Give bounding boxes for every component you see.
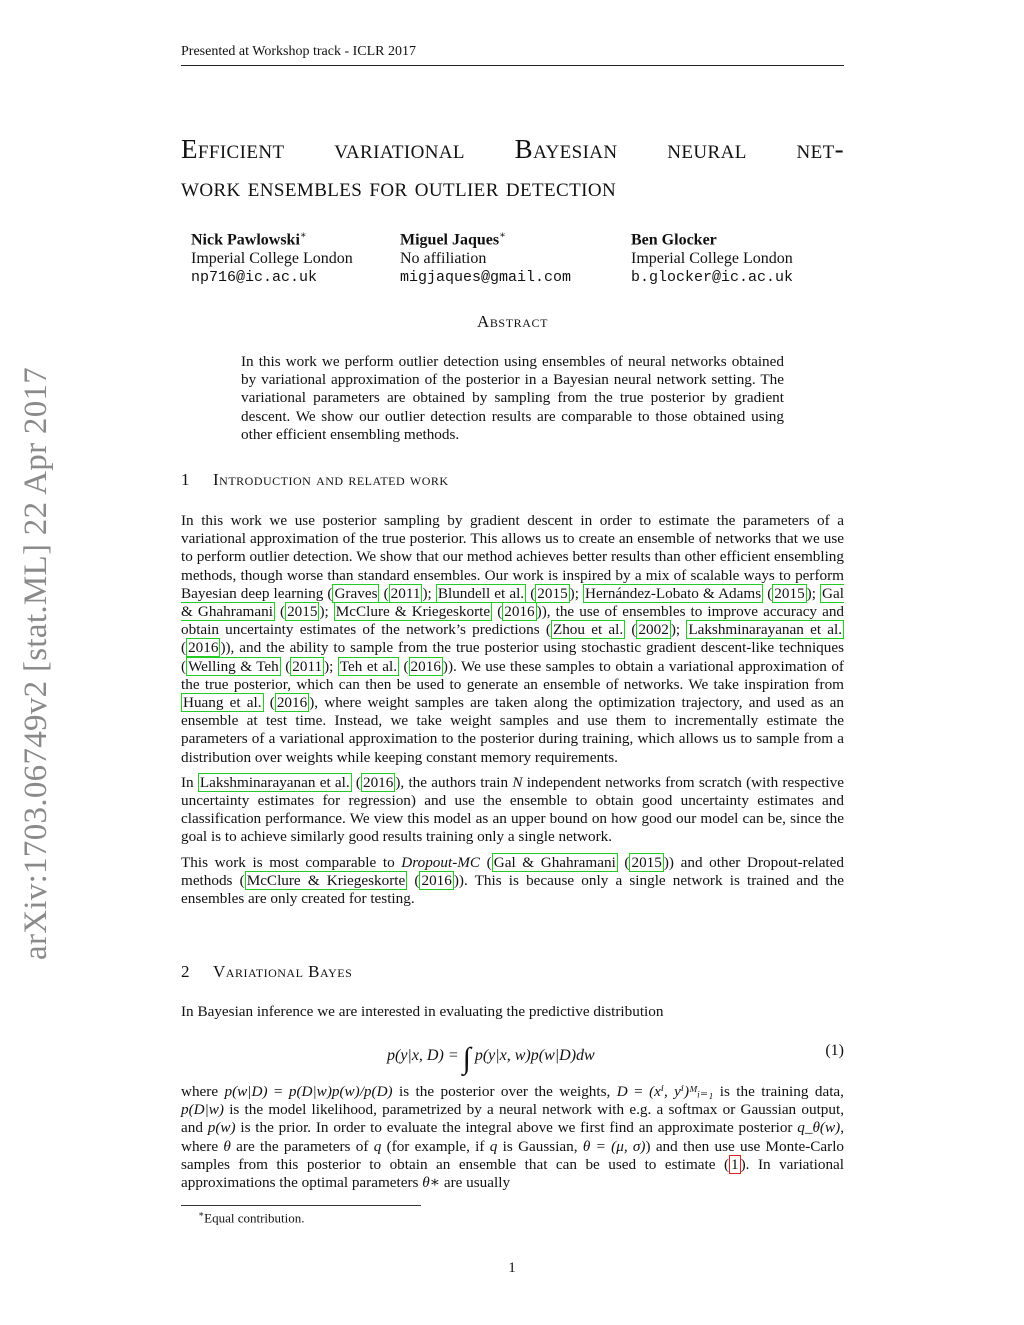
author-1 — [191, 226, 353, 287]
citation-link[interactable]: Hernández-Lobato & Adams — [585, 584, 762, 602]
arxiv-identifier: arXiv:1703.06749v2 [stat.ML] 22 Apr 2017 — [18, 366, 54, 960]
footnote-rule — [181, 1205, 421, 1206]
text: is Gaussian, — [497, 1137, 583, 1155]
equation-1 — [181, 1038, 844, 1075]
author-affiliation: Imperial College London — [631, 250, 793, 268]
author-2 — [400, 226, 571, 287]
author-3 — [631, 226, 793, 287]
math: θ = (μ, σ) — [582, 1137, 646, 1155]
citation-link[interactable]: Lakshminarayanan et al. — [688, 621, 843, 639]
section-number: 2 — [181, 962, 190, 981]
citation-link[interactable]: Teh et al. — [339, 657, 398, 675]
citation-year-link[interactable]: 2016 — [362, 773, 394, 791]
citation-year-link[interactable]: 2015 — [287, 603, 318, 621]
abstract-heading: Abstract — [476, 312, 549, 331]
text: ) and other Dropout-related methods ( — [181, 853, 844, 889]
section-title: Variational Bayes — [213, 962, 353, 981]
text: ; — [324, 603, 334, 621]
text: , where — [181, 1119, 844, 1155]
math: θ∗ — [422, 1174, 441, 1192]
text: independent networks from scratch (with respective uncertainty estimates for regression) and use the ensemble to obtain good uncertainty estimates and classification performance. We view this model as an upper bound on how good our model can be, since the goal is to achieve similarly good results training only a single network. — [181, 773, 844, 846]
workshop-header: Presented at Workshop track - ICLR 2017 — [181, 44, 417, 59]
title-line-2: work ensembles for outlier detection — [181, 172, 617, 202]
citation-year-link[interactable]: 2016 — [410, 657, 441, 675]
author-mark: ∗ — [299, 230, 307, 241]
footnote-mark: ∗ — [198, 1209, 205, 1219]
text: ; — [811, 584, 821, 602]
text: are the parameters of — [230, 1137, 374, 1155]
text: ( — [480, 853, 492, 871]
section-2-paragraph — [181, 1083, 844, 1192]
math: θ — [223, 1137, 231, 1155]
author-name: Ben Glocker — [631, 231, 717, 249]
math: p(w|D) — [224, 1083, 268, 1100]
abstract-text: In this work we perform outlier detection using ensembles of neural networks obtained by variational approximation of the posterior in a Bayesian neural network setting. The variational parameters are obtained by sampling from the true posterior by gradient descent. We show our outlier detection results are comparable to those obtained using other efficient ensembling methods. — [241, 353, 784, 443]
citation-year-link[interactable]: 2016 — [276, 694, 308, 712]
citation-link[interactable]: Lakshminarayanan et al. — [199, 773, 350, 791]
section-1-body — [181, 512, 844, 915]
citation-year-link[interactable]: 2016 — [421, 871, 452, 889]
section-2-intro: In Bayesian inference we are interested in evaluating the predictive distribution — [181, 1003, 664, 1020]
citation-link[interactable]: McClure & Kriegeskorte — [335, 603, 491, 621]
section-2-heading — [181, 962, 352, 982]
text: ; — [329, 657, 338, 675]
math: D — [616, 1083, 628, 1100]
text: is the training data, — [713, 1083, 844, 1100]
text: = — [267, 1083, 289, 1100]
text: where — [181, 1083, 225, 1100]
text: are usually — [440, 1174, 511, 1192]
text: ), the use of ensembles to improve accuracy and obtain uncertainty estimates of the network’s predictions ( — [181, 603, 845, 639]
citation-link[interactable]: Welling & Teh — [188, 657, 279, 675]
citation-link[interactable]: McClure & Kriegeskorte — [246, 871, 406, 889]
paragraph-3: This work is most comparable to Dropout-MC ( Gal & Ghahramani ( 2015 )) and other Dropout-related methods ( McClure & Kriegeskorte ( 2016 )). This is because only a single network is trained and the ensembles are only created for testing. — [181, 853, 844, 908]
author-name: Nick Pawlowski — [191, 231, 300, 249]
citation-year-link[interactable]: 2015 — [631, 853, 662, 871]
citation-link[interactable]: Gal & Ghahramani — [181, 584, 844, 621]
text: ). This is because only a single network is trained and the ensembles are only created for testing. — [181, 871, 844, 908]
text: ; — [675, 621, 687, 639]
equation-number: (1) — [825, 1042, 844, 1059]
math: p(D|w) — [181, 1101, 224, 1119]
author-mark: ∗ — [499, 230, 506, 241]
citation-link[interactable]: Blundell et al. — [437, 584, 525, 602]
citation-link[interactable]: Huang et al. — [183, 694, 262, 712]
section-1-heading — [181, 470, 449, 490]
math: p(D|w)p(w)/p(D) — [288, 1083, 393, 1100]
citation-year-link[interactable]: 2011 — [390, 584, 421, 602]
author-affiliation: No affiliation — [400, 250, 487, 268]
text: ). We use these samples to obtain a variational approximation of the true posterior, which can then be used to generate an ensemble of networks. We take inspiration from — [181, 657, 844, 693]
author-email[interactable]: migjaques@gmail.com — [400, 269, 572, 287]
header-rule — [181, 65, 844, 66]
footnote-text: Equal contribution. — [204, 1210, 305, 1226]
text: is the prior. In order to evaluate the integral above we first find an approximate posterior — [235, 1119, 798, 1137]
citation-year-link[interactable]: 2011 — [292, 657, 323, 675]
citation-year-link[interactable]: 2016 — [504, 603, 535, 621]
equation-lhs: p(y|x, D) = — [387, 1047, 459, 1064]
equation-ref-link[interactable]: 1 — [731, 1155, 739, 1173]
paper-title — [181, 130, 844, 206]
math: q — [373, 1137, 382, 1155]
math: q — [489, 1137, 498, 1155]
text: = — [627, 1083, 650, 1100]
method-name: Dropout-MC — [401, 853, 481, 871]
text: , the authors train — [400, 773, 513, 791]
text: ; — [427, 584, 436, 602]
text: In — [181, 773, 198, 791]
text: (for example, if — [381, 1137, 490, 1155]
text: ) and then use use Monte-Carlo samples from this posterior to obtain an ensemble that can be used to estimate ( — [181, 1137, 845, 1173]
text: ), and the ability to sample from the true posterior using stochastic gradient descent-like techniques ( — [181, 639, 844, 675]
footnote — [198, 1209, 305, 1226]
paragraph-2: In Lakshminarayanan et al. ( 2016 ), the authors train N independent networks from scratch (with respective uncertainty estimates for regression) and use the ensemble to obtain good uncertainty estimates and classification performance. We view this model as an upper bound on how good our model can be, since the goal is to achieve similarly good results training only a single network. — [181, 773, 844, 846]
citation-link[interactable]: Gal & Ghahramani — [493, 853, 616, 871]
page-number: 1 — [508, 1260, 516, 1276]
paragraph-1: In this work we use posterior sampling by gradient descent in order to estimate the parameters of a variational approximation of the true posterior. This allows us to create an ensemble of networks that we use to perform outlier detection. We show that our method achieves better results than other efficient ensembling methods, though worse than standard ensembles. Our work is inspired by a mix of scalable ways to perform Bayesian deep learning ( Graves ( 2011 ); Blundell et al. ( 2015 ); Hernández-Lobato & Adams ( 2015 ); Gal & Ghahramani ( 2015 ); McClure & Kriegeskorte ( 2016 )), the use of ensembles to improve accuracy and obtain uncertainty estimates of the network’s predictions ( Zhou et al. ( 2002 ); Lakshminarayanan et al. ( 2016 )), and the ability to sample from the true posterior using stochastic gradient descent-like techniques ( Welling & Teh ( 2011 ); Teh et al. ( 2016 )). We use these samples to obtain a variational approximation of the true posterior, which can then be used to generate an ensemble of networks. We take inspiration from Huang et al. ( 2016 ), where weight samples are taken along the optimization trajectory, and used as an ensemble at test time. Instead, we take weight samples and use them to incrementally estimate the parameters of a variational approximation to the posterior during training, which allows us to sample from a distribution over weights while keeping constant memory requirements. — [181, 512, 845, 766]
citation-link[interactable]: Graves — [334, 584, 378, 602]
citation-link[interactable]: Zhou et al. — [552, 621, 624, 639]
math: (xⁱ, yⁱ)ᴹᵢ₌₁ — [649, 1083, 714, 1100]
text: , where weight samples are taken along the optimization trajectory, and used as an ensemble at test time. Instead, we take weight samples and use them to incrementally estimate the parameters of a variational approximation to the posterior during training, which allows us to sample from a distribution over weights while keeping constant memory requirements. — [181, 694, 845, 766]
text: ). In variational approximations the optimal parameters — [181, 1155, 845, 1192]
citation-year-link[interactable]: 2002 — [638, 621, 669, 639]
math: q_θ(w) — [797, 1119, 841, 1137]
author-email[interactable]: b.glocker@ic.ac.uk — [631, 269, 794, 287]
author-name: Miguel Jaques — [400, 231, 500, 249]
integral-sign: ∫ — [462, 1042, 471, 1075]
author-email[interactable]: np716@ic.ac.uk — [191, 269, 318, 287]
citation-year-link[interactable]: 2015 — [774, 584, 805, 602]
math-variable: N — [512, 773, 523, 791]
section-title: Introduction and related work — [213, 470, 449, 489]
text: is the model likelihood, parametrized by a neural network with e.g. a softmax or Gaussian output, and — [181, 1101, 844, 1137]
title-line-1: Efficient variational Bayesian neural net- — [181, 134, 844, 164]
citation-year-link[interactable]: 2016 — [188, 639, 219, 657]
equation-body — [387, 1042, 595, 1076]
text: ; — [574, 584, 584, 602]
text: is the posterior over the weights, — [392, 1083, 617, 1100]
citation-year-link[interactable]: 2015 — [537, 584, 568, 602]
section-number: 1 — [181, 470, 190, 489]
text: In this work we use posterior sampling by gradient descent in order to estimate the parameters of a variational approximation of the true posterior. This allows us to create an ensemble of networks that we use to perform outlier detection. We show that our method achieves better results than other efficient ensembling methods, though worse than standard ensembles. Our work is inspired by a mix of scalable ways to perform Bayesian deep learning ( — [181, 512, 844, 602]
math: p(w) — [207, 1119, 236, 1137]
text: This work is most comparable to — [181, 853, 402, 871]
author-affiliation: Imperial College London — [191, 250, 353, 268]
equation-rhs: p(y|x, w)p(w|D)dw — [474, 1047, 595, 1064]
